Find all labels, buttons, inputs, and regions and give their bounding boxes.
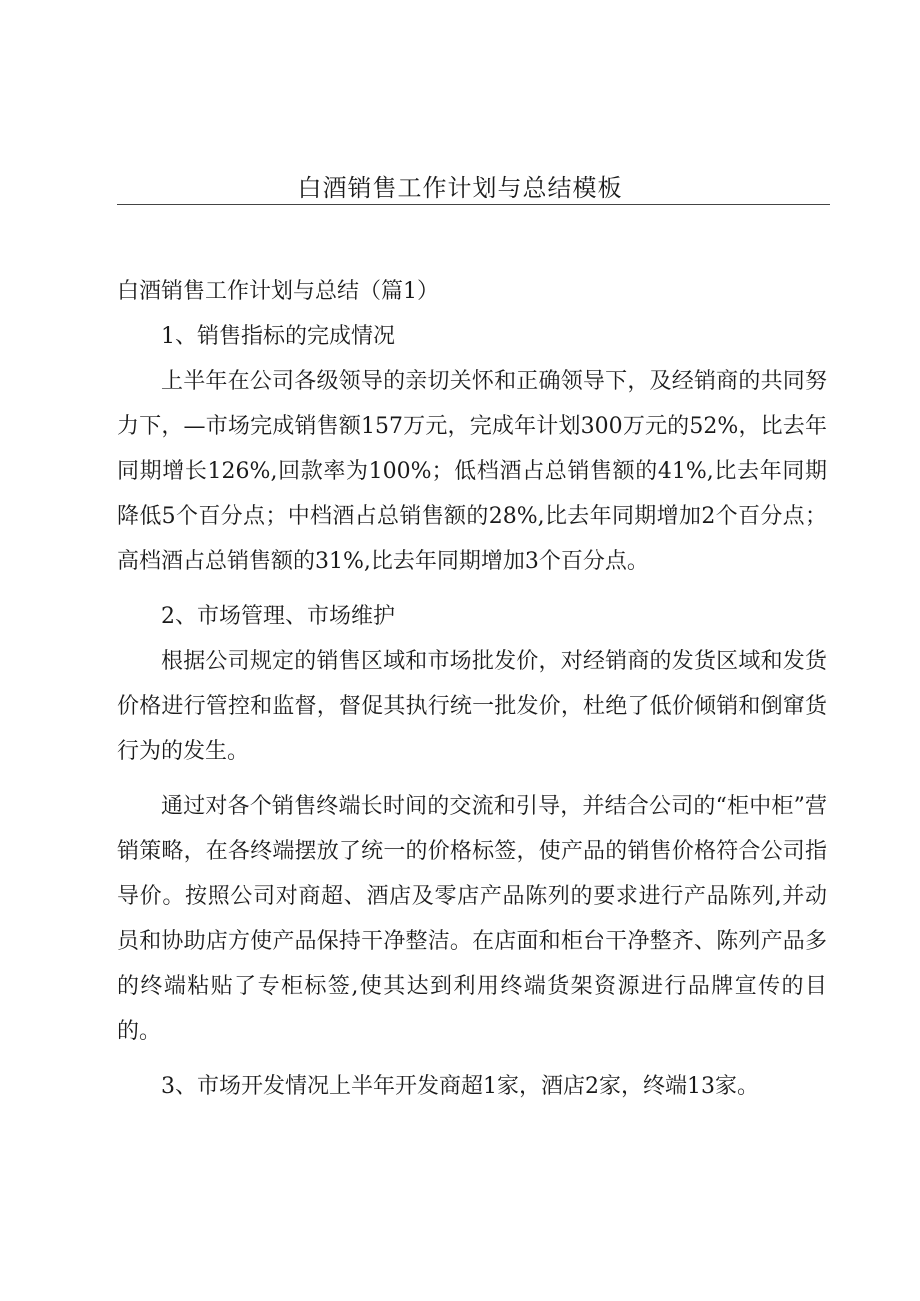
section-1-heading: 1、销售指标的完成情况 — [161, 324, 395, 349]
section-2-paragraph-1: 根据公司规定的销售区域和市场批发价，对经销商的发货区域和发货价格进行管控和监督，督促其执行统一批发价，杜绝了低价倾销和倒窜货行为的发生。 — [117, 649, 827, 764]
page-title: 白酒销售工作计划与总结模板 — [297, 174, 623, 202]
title-divider — [117, 204, 830, 205]
section-3-line: 3、市场开发情况上半年开发商超1家，酒店2家，终端13家。 — [161, 1074, 759, 1099]
section-2-paragraph-2: 通过对各个销售终端长时间的交流和引导，并结合公司的“柜中柜”营销策略，在各终端摆放了统一的价格标签，使产品的销售价格符合公司指导价。按照公司对商超、酒店及零店产品陈列的要求进行产品陈列,并动员和协助店方使产品保持干净整洁。在店面和柜台干净整齐、陈列产品多的终端粘贴了专柜标签,使其达到利用终端货架资源进行品牌宣传的目的。 — [117, 794, 827, 1044]
document-body — [117, 269, 827, 1109]
document-subtitle: 白酒销售工作计划与总结（篇1） — [117, 279, 439, 304]
section-1-paragraph: 上半年在公司各级领导的亲切关怀和正确领导下，及经销商的共同努力下，—市场完成销售额157万元，完成年计划300万元的52%，比去年同期增长126%,回款率为100%；低档酒占总销售额的41%,比去年同期降低5个百分点；中档酒占总销售额的28%,比去年同期增加2个百分点；高档酒占总销售额的31%,比去年同期增加3个百分点。 — [117, 369, 827, 574]
section-2-heading: 2、市场管理、市场维护 — [161, 604, 395, 629]
